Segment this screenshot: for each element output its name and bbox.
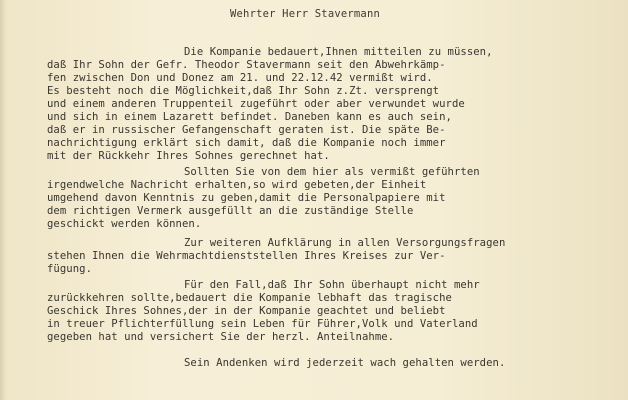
letter-line: Sollten Sie von dem hier als vermißt geführten — [184, 166, 480, 178]
letter-line: fügung. — [47, 263, 92, 275]
letter-line: geschickt werden können. — [47, 218, 202, 230]
letter-line: umgehend davon Kenntnis zu geben,damit die Personalpapiere mit — [47, 192, 446, 204]
letter-line: stehen Ihnen die Wehrmachtdienststellen Ihres Kreises zur Ver- — [47, 250, 446, 262]
letter-line: Geschick Ihres Sohnes,der in der Kompanie geachtet und beliebt — [47, 305, 446, 317]
letter-line: Zur weiteren Aufklärung in allen Versorgungsfragen — [184, 237, 506, 249]
letter-line: gegeben hat und versichert Sie der herzl. Anteilnahme. — [47, 331, 395, 343]
letter-line: Für den Fall,daß Ihr Sohn überhaupt nicht mehr — [184, 279, 480, 291]
letter-salutation: Wehrter Herr Stavermann — [230, 8, 380, 20]
letter-line: nachrichtigung erklärt sich damit, daß die Kompanie noch immer — [47, 137, 446, 149]
letter-line: daß er in russischer Gefangenschaft geraten ist. Die späte Be- — [47, 124, 446, 136]
letter-line: mit der Rückkehr Ihres Sohnes gerechnet hat. — [47, 150, 330, 162]
letter-line: und sich in einem Lazarett befindet. Daneben kann es auch sein, — [47, 111, 452, 123]
letter-line: Die Kompanie bedauert,Ihnen mitteilen zu müssen, — [184, 46, 493, 58]
letter-line: irgendwelche Nachricht erhalten,so wird gebeten,der Einheit — [47, 179, 427, 191]
letter-line: und einem anderen Truppenteil zugeführt oder aber verwundet wurde — [47, 98, 465, 110]
letter-line: Es besteht noch die Möglichkeit,daß Ihr Sohn z.Zt. versprengt — [47, 85, 440, 97]
letter-line: fen zwischen Don und Donez am 21. und 22.12.42 vermißt wird. — [47, 72, 433, 84]
letter-line: zurückkehren sollte,bedauert die Kompanie lebhaft das tragische — [47, 292, 452, 304]
letter-line: in treuer Pflichterfüllung sein Leben für Führer,Volk und Vaterland — [47, 318, 478, 330]
letter-line: Sein Andenken wird jederzeit wach gehalten werden. — [184, 357, 506, 369]
letter-line: daß Ihr Sohn der Gefr. Theodor Stavermann seit den Abwehrkämp- — [47, 59, 446, 71]
letter-line: dem richtigen Vermerk ausgefüllt an die zuständige Stelle — [47, 205, 414, 217]
